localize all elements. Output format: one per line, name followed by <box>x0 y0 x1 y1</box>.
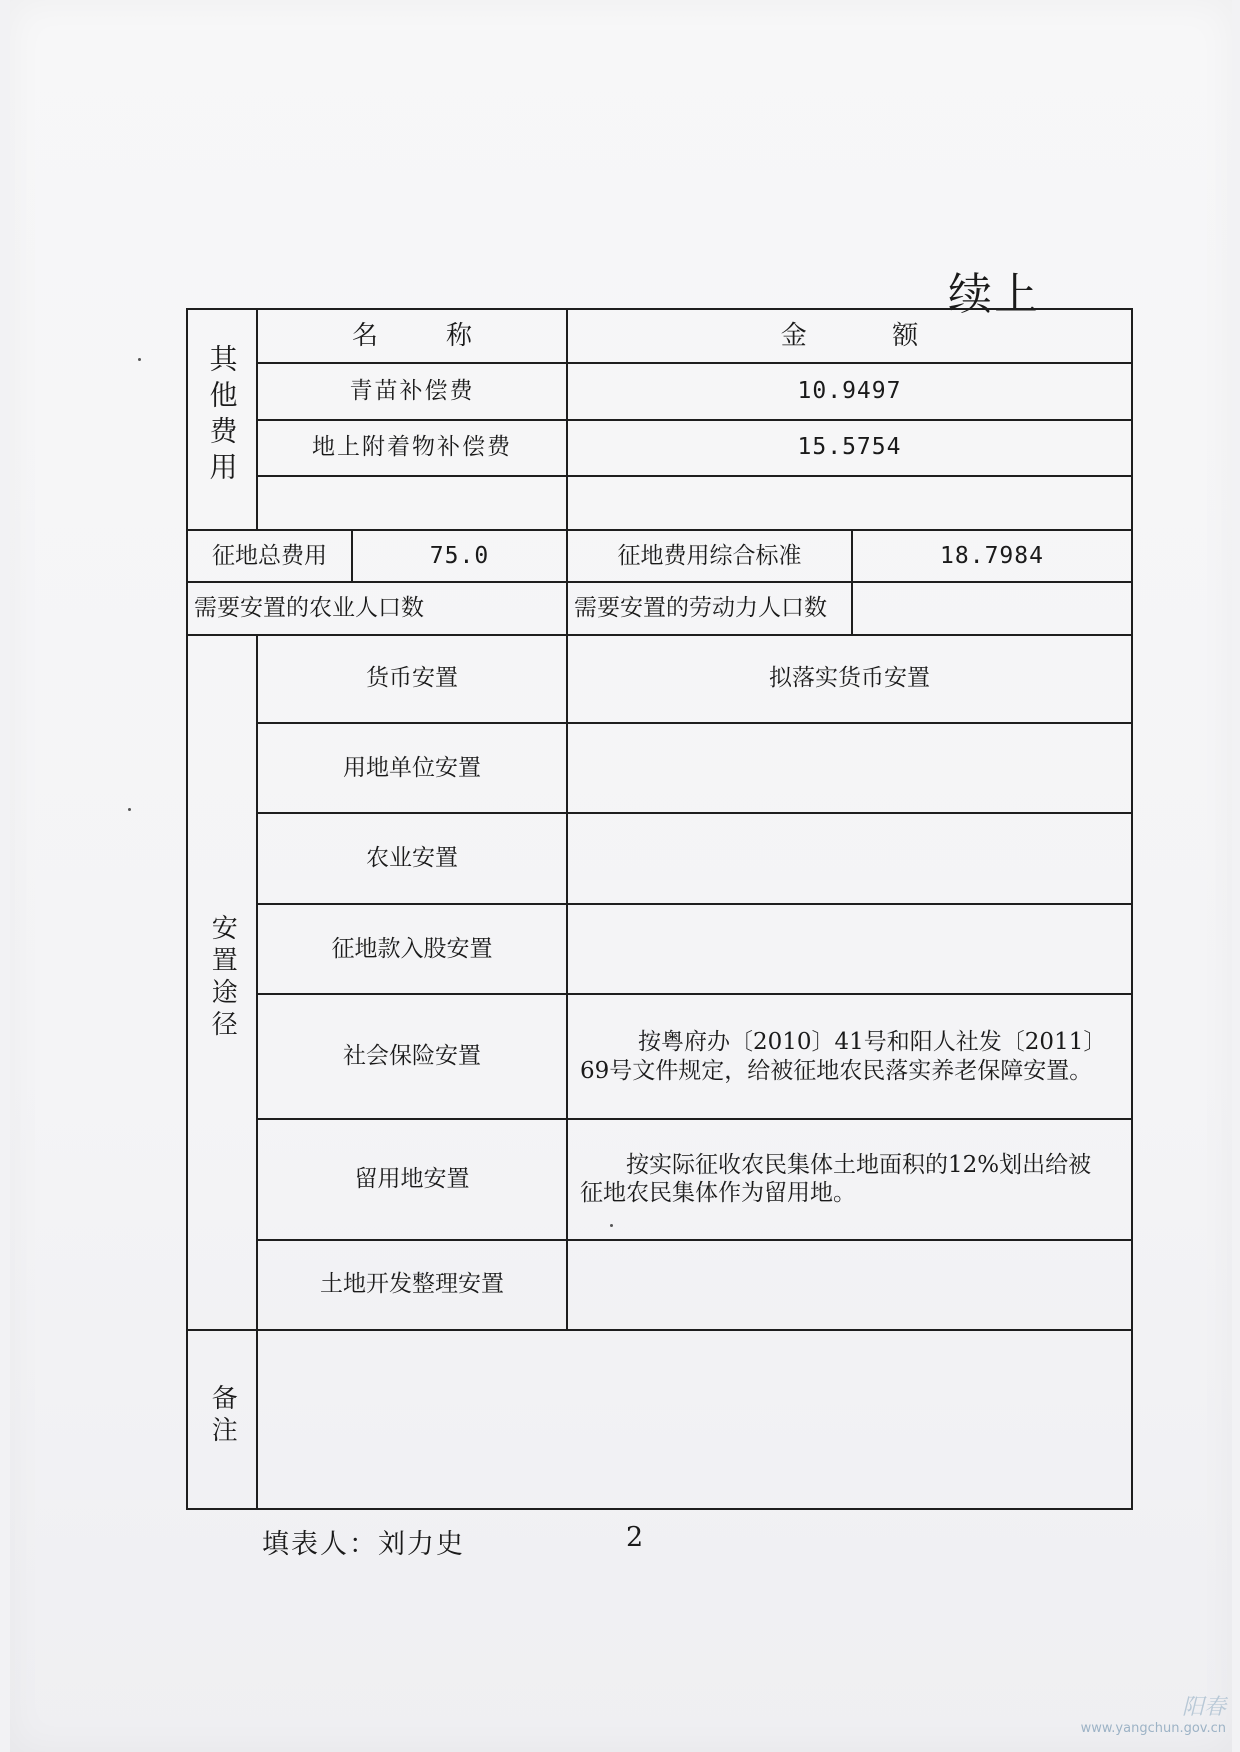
remarks-label: 备注 <box>187 1330 257 1509</box>
resettlement-detail <box>567 1119 1132 1240</box>
form-filler: 填表人：刘力史 <box>262 1529 465 1560</box>
resettlement-method: 货币安置 <box>257 635 567 723</box>
resettlement-section-label: 安置途径 <box>187 635 257 1330</box>
labor-population-value <box>852 582 1132 634</box>
fee-name-cell: 地上附着物补偿费 <box>257 420 567 476</box>
agri-population-label: 需要安置的农业人口数 <box>187 582 567 634</box>
fee-standard-value: 18.7984 <box>852 530 1132 582</box>
resettlement-method: 土地开发整理安置 <box>257 1240 567 1330</box>
detail-line: 按实际征收农民集体土地面积的12%划出给被 <box>626 1151 1092 1178</box>
continuation-label: 续上 <box>948 269 1040 320</box>
land-acquisition-form <box>186 308 1133 1510</box>
total-fee-value: 75.0 <box>352 530 567 582</box>
remarks-content <box>257 1330 1132 1509</box>
page-number: 2 <box>626 1522 644 1553</box>
fee-amount-cell-empty <box>567 476 1132 530</box>
total-fee-label: 征地总费用 <box>187 530 352 582</box>
detail-line: 征地农民集体作为留用地。 <box>580 1180 856 1207</box>
detail-line: 按粤府办〔2010〕41号和阳人社发〔2011〕 <box>638 1028 1107 1055</box>
resettlement-detail <box>567 1240 1132 1330</box>
watermark-url: www.yangchun.gov.cn <box>1080 1721 1226 1736</box>
resettlement-detail: 拟落实货币安置 <box>567 635 1132 723</box>
resettlement-detail <box>567 723 1132 813</box>
resettlement-method: 农业安置 <box>257 813 567 903</box>
resettlement-method: 留用地安置 <box>257 1119 567 1240</box>
amount-column-header: 金 额 <box>567 309 1132 363</box>
resettlement-method: 社会保险安置 <box>257 994 567 1119</box>
fee-amount-cell: 15.5754 <box>567 420 1132 476</box>
fee-amount-cell: 10.9497 <box>567 363 1132 419</box>
resettlement-method: 征地款入股安置 <box>257 904 567 994</box>
resettlement-detail <box>567 994 1132 1119</box>
resettlement-detail <box>567 813 1132 903</box>
watermark-logo: 阳春 <box>1181 1695 1226 1720</box>
site-watermark <box>1081 1690 1226 1736</box>
name-column-header: 名 称 <box>257 309 567 363</box>
fee-standard-label: 征地费用综合标准 <box>567 530 852 582</box>
other-fees-section-label: 其他费用 <box>187 309 257 530</box>
scan-speck <box>138 358 141 361</box>
fee-name-cell: 青苗补偿费 <box>257 363 567 419</box>
detail-line: 69号文件规定，给被征地农民落实养老保障安置。 <box>580 1057 1093 1084</box>
scan-speck <box>128 808 131 811</box>
scan-speck <box>610 1224 613 1227</box>
resettlement-detail <box>567 904 1132 994</box>
document-page <box>10 0 1232 1752</box>
resettlement-method: 用地单位安置 <box>257 723 567 813</box>
labor-population-label: 需要安置的劳动力人口数 <box>567 582 852 634</box>
fee-name-cell-empty <box>257 476 567 530</box>
